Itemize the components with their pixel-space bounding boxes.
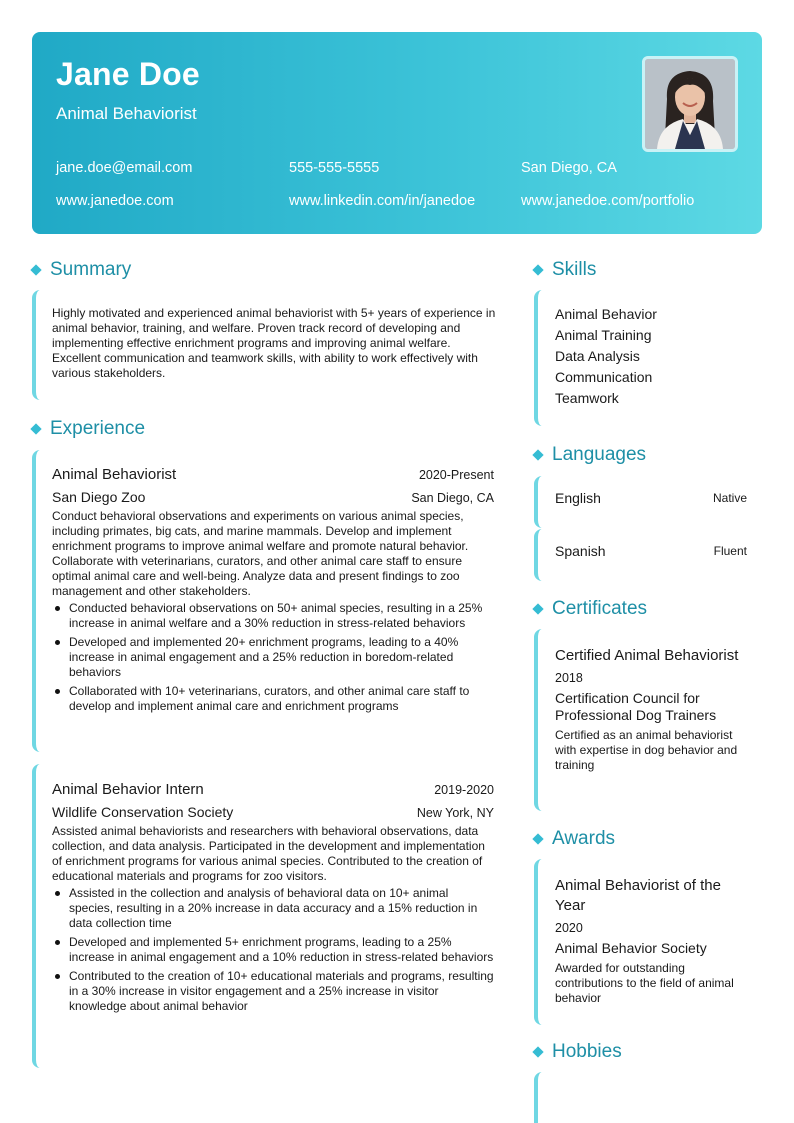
contact-location: San Diego, CA (521, 160, 617, 176)
contact-website[interactable]: www.janedoe.com (56, 193, 174, 209)
award-year: 2020 (555, 921, 583, 935)
diamond-icon (30, 423, 41, 434)
language-item (555, 543, 747, 559)
job-description: Assisted animal behaviorists and researchers with behavioral observations, data collection, and data analysis. Participated in the development and implementation of enrichment programs for various animal species. Contributed to the creation of educational materials and programs for zoo visitors. (52, 824, 485, 883)
achievement-item: Conducted behavioral observations on 50+ animal species, resulting in a 25% increase in animal welfare and a 30% reduction in stress-related behaviors (52, 601, 494, 631)
skill-item: Animal Behavior (555, 306, 657, 322)
job-date: 2020-Present (418, 468, 494, 482)
certificate-item (555, 646, 750, 773)
award-description: Awarded for outstanding contributions to the field of animal behavior (555, 961, 734, 1005)
job-date: 2019-2020 (434, 783, 494, 797)
job-organization: Wildlife Conservation Society (52, 804, 234, 820)
diamond-icon (532, 264, 543, 275)
section-hobbies-heading (532, 1041, 622, 1063)
diamond-icon (30, 264, 41, 275)
summary-text: Highly motivated and experienced animal behaviorist with 5+ years of experience in animal behavior, training, and welfare. Proven track record of developing and implementing effective enrichment programs and improving animal welfare. Excellent communication and teamwork skills, with ability to work effectively with various stakeholders. (52, 306, 496, 380)
profile-photo-image (645, 59, 735, 149)
bullet-icon (55, 940, 60, 945)
candidate-name: Jane Doe (56, 56, 200, 92)
section-title: Skills (552, 259, 597, 280)
experience-accent-bar (32, 764, 44, 1068)
job-location: San Diego, CA (411, 491, 494, 505)
bullet-icon (55, 640, 60, 645)
section-languages-heading (532, 444, 646, 466)
certificate-issuer: Certification Council for Professional Dog Trainers (555, 690, 717, 723)
job-description: Conduct behavioral observations and experiments on various animal species, including primates, big cats, and marine mammals. Develop and implement enrichment programs to improve animal welfare and promote natural behavior. Collaborate with veterinarians, curators, and other animal care staff to ensure optimal animal care and well-being. Analyze data and present findings to zoo management and other stakeholders. (52, 509, 469, 598)
award-title: Animal Behaviorist of the Year (555, 877, 721, 914)
language-name: Spanish (555, 543, 606, 559)
diamond-icon (532, 833, 543, 844)
award-item (555, 876, 750, 1006)
certificate-year: 2018 (555, 671, 583, 685)
summary-accent-bar (32, 290, 44, 400)
section-summary-heading (30, 259, 131, 281)
language-item (555, 490, 747, 506)
section-title: Hobbies (552, 1041, 622, 1062)
experience-item (52, 781, 494, 1018)
award-accent-bar (534, 859, 546, 1025)
hobbies-accent-bar (534, 1072, 546, 1123)
certificate-accent-bar (534, 629, 546, 811)
skill-item: Data Analysis (555, 348, 640, 364)
skill-item: Animal Training (555, 327, 652, 343)
language-level: Fluent (713, 544, 747, 558)
section-title: Experience (50, 418, 146, 439)
bullet-icon (55, 689, 60, 694)
achievement-item: Developed and implemented 5+ enrichment programs, leading to a 25% increase in animal engagement and a 10% reduction in stress-related behaviors (52, 935, 494, 965)
job-achievements (52, 886, 494, 1014)
section-title: Certificates (552, 598, 648, 619)
section-title: Summary (50, 259, 132, 280)
language-accent-bar (534, 476, 546, 528)
contact-phone[interactable]: 555-555-5555 (289, 160, 380, 176)
contact-linkedin[interactable]: www.linkedin.com/in/janedoe (289, 193, 476, 209)
achievement-item: Collaborated with 10+ veterinarians, curators, and other animal care staff to develop and implement animal care and enrichment programs (52, 684, 494, 714)
job-title: Animal Behavior Intern (52, 781, 204, 798)
language-level: Native (712, 491, 747, 505)
experience-accent-bar (32, 450, 44, 752)
section-certificates-heading (532, 598, 647, 620)
language-accent-bar (534, 529, 546, 581)
resume-header (32, 32, 762, 234)
job-organization: San Diego Zoo (52, 489, 146, 505)
bullet-icon (55, 606, 60, 611)
bullet-icon (55, 974, 60, 979)
section-experience-heading (30, 418, 145, 440)
achievement-item: Assisted in the collection and analysis of behavioral data on 10+ animal species, resulting in a 20% increase in data accuracy and a 15% reduction in data collection time (52, 886, 494, 931)
section-skills-heading (532, 259, 596, 281)
skill-item: Teamwork (555, 390, 619, 406)
profile-photo (642, 56, 738, 152)
award-organization: Animal Behavior Society (555, 940, 707, 956)
skill-item: Communication (555, 369, 653, 385)
experience-item (52, 466, 494, 718)
job-location: New York, NY (416, 806, 494, 820)
section-title: Awards (552, 828, 616, 849)
diamond-icon (532, 603, 543, 614)
contact-portfolio[interactable]: www.janedoe.com/portfolio (521, 193, 695, 209)
section-awards-heading (532, 828, 615, 850)
bullet-icon (55, 891, 60, 896)
contact-email[interactable]: jane.doe@email.com (56, 160, 193, 176)
diamond-icon (532, 449, 543, 460)
certificate-title: Certified Animal Behaviorist (555, 647, 739, 664)
achievement-item: Contributed to the creation of 10+ educational materials and programs, resulting in a 30% increase in visitor engagement and a 25% increase in visitor knowledge about animal behavior (52, 969, 494, 1014)
certificate-description: Certified as an animal behaviorist with expertise in dog behavior and training (555, 728, 738, 772)
job-achievements (52, 601, 494, 714)
diamond-icon (532, 1046, 543, 1057)
section-title: Languages (552, 444, 647, 465)
job-title: Animal Behaviorist (52, 466, 177, 483)
candidate-title: Animal Behaviorist (56, 104, 197, 123)
language-name: English (555, 490, 601, 506)
achievement-item: Developed and implemented 20+ enrichment programs, leading to a 40% increase in animal engagement and a 25% reduction in boredom-related behaviors (52, 635, 494, 680)
skills-accent-bar (534, 290, 546, 426)
